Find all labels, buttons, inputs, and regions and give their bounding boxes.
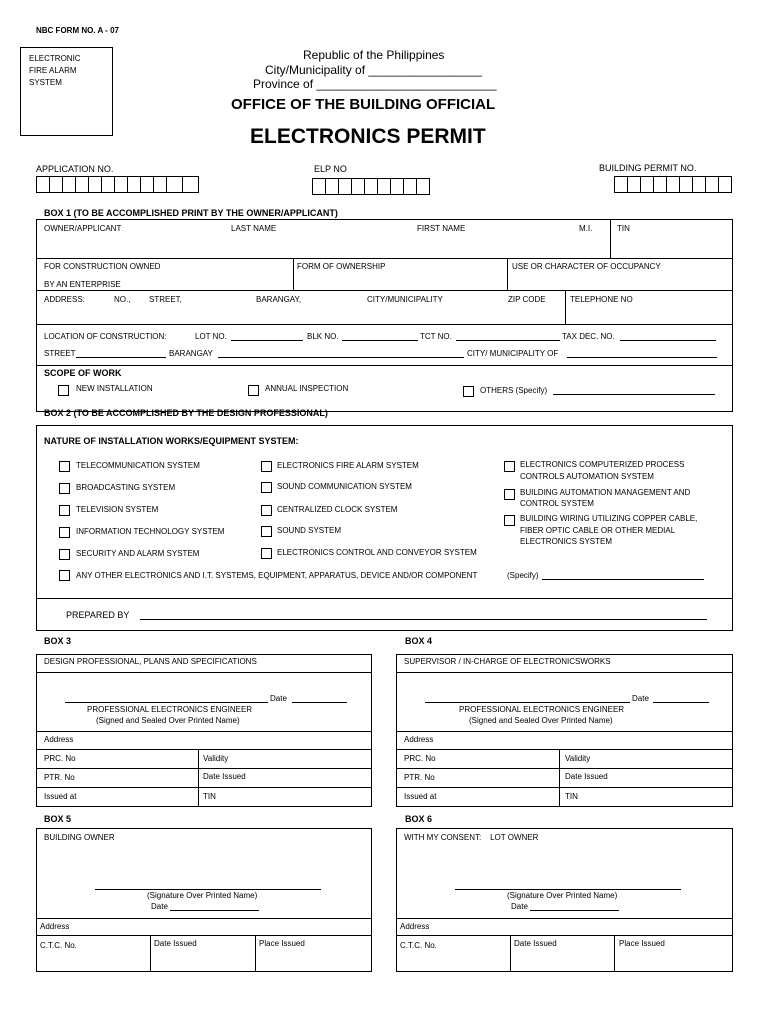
box6-date-issued-label: Date Issued <box>514 939 557 948</box>
building-permit-field[interactable] <box>614 176 731 198</box>
box4-date-label: Date <box>632 694 649 703</box>
box3-signed: (Signed and Sealed Over Printed Name) <box>96 716 240 725</box>
mi-label: M.I. <box>579 224 593 233</box>
last-name-label: LAST NAME <box>231 224 277 233</box>
box5-date-label: Date <box>151 902 168 911</box>
col3-item: BUILDING AUTOMATION MANAGEMENT AND <box>520 488 691 497</box>
box6 <box>396 828 733 972</box>
building-permit-label: BUILDING PERMIT NO. <box>599 163 697 173</box>
corner-line-1: ELECTRONIC <box>29 54 81 63</box>
box4-validity-label: Validity <box>565 754 591 763</box>
new-installation-label: NEW INSTALLATION <box>76 384 153 393</box>
lot-no-line[interactable] <box>231 340 303 341</box>
col1-item: TELECOMMUNICATION SYSTEM <box>76 461 200 470</box>
col1-item: SECURITY AND ALARM SYSTEM <box>76 549 200 558</box>
box3-tin-label: TIN <box>203 792 216 801</box>
new-installation-checkbox[interactable] <box>58 385 69 396</box>
province-line: Province of ___________________________ <box>253 77 497 91</box>
box5 <box>36 828 372 972</box>
corner-line-2: FIRE ALARM <box>29 66 77 75</box>
box6-place-issued-label: Place Issued <box>619 939 665 948</box>
city-line: City/Municipality of _________________ <box>265 63 482 77</box>
box5-date-issued-label: Date Issued <box>154 939 197 948</box>
owner-label: OWNER/APPLICANT <box>44 224 122 233</box>
first-name-label: FIRST NAME <box>417 224 466 233</box>
box5-ctc-label: C.T.C. No. <box>40 941 77 950</box>
sound-system-checkbox[interactable] <box>261 526 272 537</box>
box3-signature-line[interactable] <box>65 702 268 703</box>
col1-item: INFORMATION TECHNOLOGY SYSTEM <box>76 527 225 536</box>
form-ownership-label: FORM OF OWNERSHIP <box>297 262 386 271</box>
tct-no-line[interactable] <box>456 340 560 341</box>
specify-label: (Specify) <box>507 571 539 580</box>
elp-no-field[interactable] <box>312 178 429 200</box>
box3-date-line[interactable] <box>292 702 347 703</box>
box5-address-label: Address <box>40 922 70 931</box>
it-checkbox[interactable] <box>59 527 70 538</box>
box6-title: BOX 6 <box>405 814 433 824</box>
form-number: NBC FORM NO. A - 07 <box>36 26 119 35</box>
city-mun-label: CITY/MUNICIPALITY <box>367 295 443 304</box>
box3-heading: DESIGN PROFESSIONAL, PLANS AND SPECIFICATIONS <box>44 657 257 666</box>
box4-prc-label: PRC. No <box>404 754 436 763</box>
street2-line[interactable] <box>76 357 166 358</box>
box4-ptr-label: PTR. No <box>404 773 435 782</box>
col2-item: SOUND SYSTEM <box>277 526 342 535</box>
box6-ctc-label: C.T.C. No. <box>400 941 437 950</box>
wiring-checkbox[interactable] <box>504 515 515 526</box>
box6-address-label: Address <box>400 922 430 931</box>
prepared-by-line[interactable] <box>140 619 707 620</box>
application-no-field[interactable] <box>36 176 198 198</box>
any-other-checkbox[interactable] <box>59 570 70 581</box>
box6-signature-label: (Signature Over Printed Name) <box>507 891 618 900</box>
television-checkbox[interactable] <box>59 505 70 516</box>
box6-date-label: Date <box>511 902 528 911</box>
col3-item: CONTROLS AUTOMATION SYSTEM <box>520 472 654 481</box>
col2-item: CENTRALIZED CLOCK SYSTEM <box>277 505 398 514</box>
elp-no-label: ELP NO <box>314 164 347 174</box>
tax-dec-line[interactable] <box>620 340 716 341</box>
box4-address-label: Address <box>404 735 434 744</box>
construction-owned-label: FOR CONSTRUCTION OWNED <box>44 262 161 271</box>
corner-line-3: SYSTEM <box>29 78 62 87</box>
box4-signed: (Signed and Sealed Over Printed Name) <box>469 716 613 725</box>
application-no-label: APPLICATION NO. <box>36 164 114 174</box>
annual-inspection-checkbox[interactable] <box>248 385 259 396</box>
box3-date-label: Date <box>270 694 287 703</box>
by-enterprise-label: BY AN ENTERPRISE <box>44 280 121 289</box>
box4-engineer: PROFESSIONAL ELECTRONICS ENGINEER <box>459 705 625 714</box>
col1-item: TELEVISION SYSTEM <box>76 505 159 514</box>
others-checkbox[interactable] <box>463 386 474 397</box>
box5-signature-line[interactable] <box>95 889 321 890</box>
box3-engineer: PROFESSIONAL ELECTRONICS ENGINEER <box>87 705 253 714</box>
tin-label: TIN <box>617 224 630 233</box>
barangay-label: BARANGAY, <box>256 295 302 304</box>
annual-inspection-label: ANNUAL INSPECTION <box>265 384 349 393</box>
city-mun2-line[interactable] <box>567 357 717 358</box>
street-label: STREET, <box>149 295 182 304</box>
prepared-by-label: PREPARED BY <box>66 610 130 620</box>
corner-box <box>20 47 113 136</box>
scope-heading: SCOPE OF WORK <box>44 368 122 378</box>
box3-validity-label: Validity <box>203 754 229 763</box>
box4-heading: SUPERVISOR / IN-CHARGE OF ELECTRONICSWORKS <box>404 657 611 666</box>
barangay2-line[interactable] <box>218 357 464 358</box>
box3-title: BOX 3 <box>44 636 72 646</box>
box6-date-line[interactable] <box>530 910 619 911</box>
others-label: OTHERS (Specify) <box>480 386 548 395</box>
col2-item: ELECTRONICS FIRE ALARM SYSTEM <box>277 461 419 470</box>
box5-heading: BUILDING OWNER <box>44 833 115 842</box>
col2-item: SOUND COMMUNICATION SYSTEM <box>277 482 412 491</box>
box5-title: BOX 5 <box>44 814 72 824</box>
box3-date-issued-label: Date Issued <box>203 772 246 781</box>
col1-item: BROADCASTING SYSTEM <box>76 483 176 492</box>
fire-alarm-checkbox[interactable] <box>261 461 272 472</box>
box4-date-line[interactable] <box>653 702 709 703</box>
box4-issued-at-label: Issued at <box>404 792 437 801</box>
box6-heading: WITH MY CONSENT: LOT OWNER <box>404 833 539 842</box>
box3-ptr-label: PTR. No <box>44 773 75 782</box>
telephone-label: TELEPHONE NO <box>570 295 633 304</box>
box3-issued-at-label: Issued at <box>44 792 77 801</box>
box5-place-issued-label: Place Issued <box>259 939 305 948</box>
sound-comm-checkbox[interactable] <box>261 482 272 493</box>
box3-prc-label: PRC. No <box>44 754 76 763</box>
office-title: OFFICE OF THE BUILDING OFFICIAL <box>231 96 496 113</box>
box4-title: BOX 4 <box>405 636 433 646</box>
conveyor-checkbox[interactable] <box>261 548 272 559</box>
any-other-line[interactable] <box>542 579 704 580</box>
col3-item: CONTROL SYSTEM <box>520 499 594 508</box>
col3-item: FIBER OPTIC CABLE OR OTHER MEDIAL <box>520 526 676 535</box>
blk-no-line[interactable] <box>342 340 418 341</box>
box6-signature-line[interactable] <box>455 889 681 890</box>
box5-signature-label: (Signature Over Printed Name) <box>147 891 258 900</box>
box3-address-label: Address <box>44 735 74 744</box>
republic-line: Republic of the Philippines <box>303 48 445 62</box>
address-label: ADDRESS: <box>44 295 85 304</box>
col3-item: ELECTRONICS SYSTEM <box>520 537 613 546</box>
col3-item: ELECTRONICS COMPUTERIZED PROCESS <box>520 460 685 469</box>
no-label: NO., <box>114 295 131 304</box>
nature-heading: NATURE OF INSTALLATION WORKS/EQUIPMENT SYSTEM: <box>44 436 299 446</box>
street2-label: STREET <box>44 349 76 358</box>
use-character-label: USE OR CHARACTER OF OCCUPANCY <box>512 262 661 271</box>
zip-label: ZIP CODE <box>508 295 546 304</box>
broadcasting-checkbox[interactable] <box>59 483 70 494</box>
clock-checkbox[interactable] <box>261 505 272 516</box>
box4-date-issued-label: Date Issued <box>565 772 608 781</box>
computerized-checkbox[interactable] <box>504 461 515 472</box>
blk-no-label: BLK NO. <box>307 332 339 341</box>
tax-dec-label: TAX DEC. NO. <box>562 332 615 341</box>
box5-date-line[interactable] <box>170 910 259 911</box>
others-line[interactable] <box>553 394 715 395</box>
box2-title: BOX 2 (TO BE ACCOMPLISHED BY THE DESIGN PROFESSIONAL) <box>44 408 328 418</box>
city-mun2-label: CITY/ MUNICIPALITY OF <box>467 349 559 358</box>
lot-no-label: LOT NO. <box>195 332 227 341</box>
box4-tin-label: TIN <box>565 792 578 801</box>
security-checkbox[interactable] <box>59 549 70 560</box>
page-title: ELECTRONICS PERMIT <box>250 125 486 148</box>
tct-no-label: TCT NO. <box>420 332 452 341</box>
col2-item: ELECTRONICS CONTROL AND CONVEYOR SYSTEM <box>277 548 477 557</box>
location-label: LOCATION OF CONSTRUCTION: <box>44 332 167 341</box>
automation-checkbox[interactable] <box>504 489 515 500</box>
box1-title: BOX 1 (TO BE ACCOMPLISHED PRINT BY THE OWNER/APPLICANT) <box>44 208 338 218</box>
col3-item: BUILDING WIRING UTILIZING COPPER CABLE, <box>520 514 698 523</box>
telecom-checkbox[interactable] <box>59 461 70 472</box>
any-other-label: ANY OTHER ELECTRONICS AND I.T. SYSTEMS, EQUIPMENT, APPARATUS, DEVICE AND/OR COMPONENT <box>76 571 478 580</box>
barangay2-label: BARANGAY <box>169 349 213 358</box>
box4-signature-line[interactable] <box>425 702 630 703</box>
